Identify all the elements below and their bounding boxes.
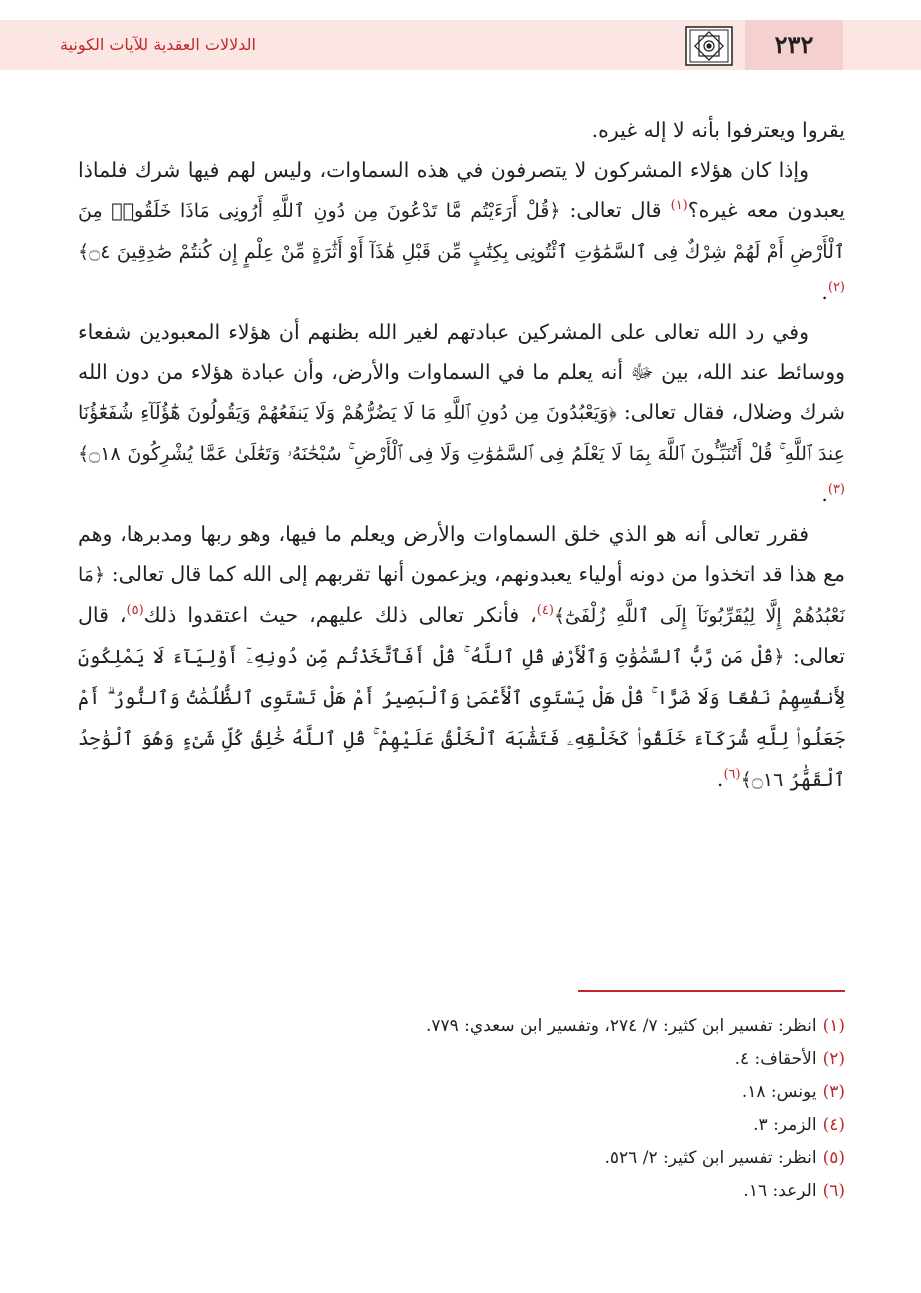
paragraph-3 bbox=[78, 312, 845, 514]
paragraph-2-text-a: وإذا كان هؤلاء المشركون لا يتصرفون في هذه السماوات، وليس لهم فيها شرك فلماذا يعبدون معه غيره؟ bbox=[78, 158, 845, 222]
footnote-ref-4: (٤) bbox=[536, 603, 554, 619]
paragraph-3-text-a: وفي رد الله تعالى على المشركين عبادتهم لغير الله بظنهم أن هؤلاء المعبودين شفعاء ووسائط عند الله، بين ﷻ أنه يعلم ما في السماوات والأرض، وأن عبادة هؤلاء من دون الله شرك وضلال، فقال تعالى: bbox=[78, 320, 846, 424]
footnotes bbox=[78, 1010, 845, 1208]
paragraph-4-end: . bbox=[716, 767, 724, 791]
paragraph-4-text-c: ، قال تعالى: bbox=[78, 603, 845, 668]
paragraph-4-text-a: فقرر تعالى أنه هو الذي خلق السماوات والأرض ويعلم ما فيها، وهو ربها ومدبرها، وهم مع هذا قد اتخذوا من دونه أولياء يعبدونهم، ويزعمون أنها تقربهم إلى الله كما قال تعالى: bbox=[78, 522, 845, 586]
page-header bbox=[0, 20, 921, 70]
paragraph-3-end: . bbox=[821, 482, 828, 506]
footnote-ref-3: (٣) bbox=[827, 482, 845, 498]
footnote-6 bbox=[78, 1175, 845, 1208]
paragraph-4 bbox=[78, 514, 845, 800]
footnote-number: (٦) bbox=[822, 1181, 845, 1201]
footnote-number: (٤) bbox=[822, 1115, 845, 1135]
paragraph-1-text: يقروا ويعترفوا بأنه لا إله غيره. bbox=[591, 118, 845, 142]
footnote-3 bbox=[78, 1076, 845, 1109]
footnote-text: انظر: تفسير ابن كثير: ٢/ ٥٢٦. bbox=[604, 1148, 817, 1168]
paragraph-1 bbox=[78, 110, 845, 150]
footnote-2 bbox=[78, 1043, 845, 1076]
quran-verse-ahqaf-4: ﴿قُلْ أَرَءَيْتُم مَّا تَدْعُونَ مِن دُونِ ٱللَّهِ أَرُونِى مَاذَا خَلَقُوا۟ مِنَ ٱلْأَرْضِ أَمْ لَهُمْ شِرْكٌ فِى ٱلسَّمَٰوَٰتِ ٱئْتُونِى بِكِتَٰبٍ مِّن قَبْلِ هَٰذَآ أَوْ أَثَٰرَةٍ مِّنْ عِلْمٍ إِن كُنتُمْ صَٰدِقِينَ ۝٤﴾ bbox=[78, 200, 845, 263]
paragraph-2 bbox=[78, 150, 845, 312]
footnote-number: (١) bbox=[822, 1016, 845, 1036]
footnote-ref-1: (١) bbox=[670, 198, 688, 214]
paragraph-4-text-b: ، فأنكر تعالى ذلك عليهم، حيث اعتقدوا ذلك bbox=[143, 603, 537, 627]
footnote-4 bbox=[78, 1109, 845, 1142]
footnote-number: (٢) bbox=[822, 1049, 845, 1069]
decorative-star-ornament-icon bbox=[684, 26, 734, 66]
footnote-text: يونس: ١٨. bbox=[741, 1082, 817, 1102]
footnote-separator bbox=[578, 990, 845, 992]
page-number: ٢٣٢ bbox=[745, 20, 843, 70]
paragraph-2-end: . bbox=[821, 280, 828, 304]
footnote-text: الزمر: ٣. bbox=[753, 1115, 817, 1135]
main-text bbox=[78, 110, 845, 800]
quran-verse-rad-16: ﴿قُلْ مَن رَّبُّ ٱلسَّمَٰوَٰتِ وَٱلْأَرْضِ قُلِ ٱللَّهُ ۚ قُلْ أَفَٱتَّخَذْتُم مِّن دُونِهِۦٓ أَوْلِيَآءَ لَا يَمْلِكُونَ لِأَنفُسِهِمْ نَفْعًا وَلَا ضَرًّا ۚ قُلْ هَلْ يَسْتَوِى ٱلْأَعْمَىٰ وَٱلْبَصِيرُ أَمْ هَلْ تَسْتَوِى ٱلظُّلُمَٰتُ وَٱلنُّورُ ۗ أَمْ جَعَلُوا۟ لِلَّهِ شُرَكَآءَ خَلَقُوا۟ كَخَلْقِهِۦ فَتَشَٰبَهَ ٱلْخَلْقُ عَلَيْهِمْ ۚ قُلِ ٱللَّهُ خَٰلِقُ كُلِّ شَىْءٍ وَهُوَ ٱلْوَٰحِدُ ٱلْقَهَّٰرُ ۝١٦﴾ bbox=[78, 646, 845, 791]
footnote-text: الأحقاف: ٤. bbox=[734, 1049, 817, 1069]
quran-verse-yunus-18: ﴿وَيَعْبُدُونَ مِن دُونِ ٱللَّهِ مَا لَا يَضُرُّهُمْ وَلَا يَنفَعُهُمْ وَيَقُولُونَ هَٰٓؤُلَآءِ شُفَعَٰٓؤُنَا عِندَ ٱللَّهِ ۚ قُلْ أَتُنَبِّـُٔونَ ٱللَّهَ بِمَا لَا يَعْلَمُ فِى ٱلسَّمَٰوَٰتِ وَلَا فِى ٱلْأَرْضِ ۚ سُبْحَٰنَهُۥ وَتَعَٰلَىٰ عَمَّا يُشْرِكُونَ ۝١٨﴾ bbox=[78, 402, 845, 465]
footnote-ref-2: (٢) bbox=[827, 280, 845, 296]
footnote-text: انظر: تفسير ابن كثير: ٧/ ٢٧٤، وتفسير ابن سعدي: ٧٧٩. bbox=[425, 1016, 817, 1036]
paragraph-2-text-b: قال تعالى: bbox=[560, 198, 671, 222]
footnote-1 bbox=[78, 1010, 845, 1043]
footnote-5 bbox=[78, 1142, 845, 1175]
quran-verse-zumar-3: ﴿مَا نَعْبُدُهُمْ إِلَّا لِيُقَرِّبُونَآ إِلَى ٱللَّهِ زُلْفَىٰٓ﴾ bbox=[78, 564, 845, 627]
footnote-number: (٣) bbox=[822, 1082, 845, 1102]
running-title: الدلالات العقدية للآيات الكونية bbox=[60, 35, 256, 54]
footnote-ref-6: (٦) bbox=[723, 767, 741, 783]
footnote-ref-5: (٥) bbox=[126, 603, 144, 619]
footnote-text: الرعد: ١٦. bbox=[743, 1181, 817, 1201]
footnote-number: (٥) bbox=[822, 1148, 845, 1168]
